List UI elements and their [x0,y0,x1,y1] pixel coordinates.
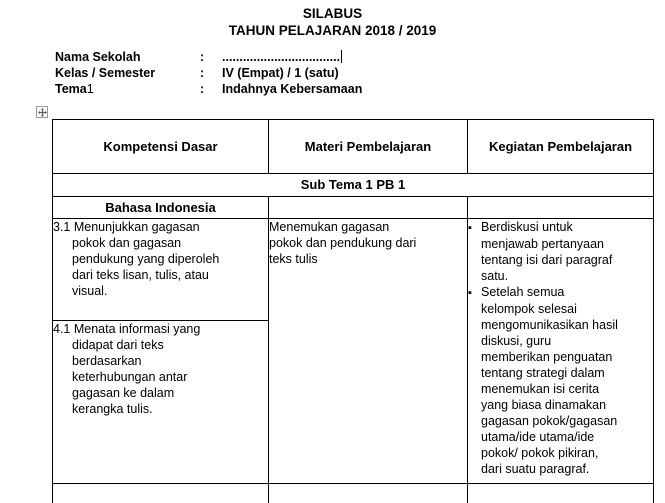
move-cross-icon [38,108,47,117]
kegiatan-pembelajaran-cell[interactable] [468,219,654,484]
info-colon: : [200,82,205,96]
table-header-row [53,120,654,174]
kompetensi-dasar-31-cell[interactable] [53,219,269,321]
info-label[interactable]: Nama Sekolah [55,50,141,64]
info-value[interactable]: Indahnya Kebersamaan [222,82,363,96]
kompetensi-dasar-41-cell[interactable] [53,321,269,484]
list-item[interactable]: ▪ Berdiskusi untuk menjawab pertanyaan tentang isi dari paragraf satu. [468,220,613,283]
materi-pembelajaran-cell[interactable] [269,219,468,484]
empty-cell[interactable] [269,484,468,503]
info-colon: : [200,66,205,80]
document-title[interactable] [0,5,665,39]
materi-text[interactable]: Menemukan gagasan pokok dan pendukung dari teks tulis [269,220,417,266]
subtema-title[interactable]: Sub Tema 1 PB 1 [53,174,654,197]
silabus-table[interactable] [52,119,654,503]
kompetensi-31-text[interactable]: 3.1 Menunjukkan gagasan pokok dan gagasan pendukung yang diperoleh dari teks lisan, tulis, atau visual. [53,220,220,298]
empty-cell[interactable] [269,197,468,219]
header-kegiatan-pembelajaran[interactable]: Kegiatan Pembelajaran [468,120,654,174]
kompetensi-41-text[interactable]: 4.1 Menata informasi yang didapat dari teks berdasarkan keterhubungan antar gagasan ke dalam kerangka tulis. [53,322,201,416]
info-colon: : [200,50,205,64]
subject-row [53,197,654,219]
info-row-kelas-semester[interactable] [55,65,362,81]
info-row-nama-sekolah[interactable] [55,49,362,65]
empty-cell[interactable] [468,197,654,219]
subtema-row [53,174,654,197]
table-row [53,219,654,321]
title-line-1[interactable]: SILABUS [302,6,363,21]
info-label[interactable]: Kelas / Semester [55,66,156,80]
table-move-handle-icon[interactable] [36,106,48,118]
square-bullet-icon: ▪ [468,287,472,299]
text-cursor-caret [341,50,342,63]
header-materi-pembelajaran[interactable]: Materi Pembelajaran [269,120,468,174]
title-line-2[interactable]: TAHUN PELAJARAN 2018 / 2019 [228,23,437,38]
info-value-dotted-line[interactable]: .................................. [222,50,341,64]
header-kompetensi-dasar[interactable]: Kompetensi Dasar [53,120,269,174]
info-value[interactable]: IV (Empat) / 1 (satu) [222,66,339,80]
empty-cell[interactable] [468,484,654,503]
square-bullet-icon: ▪ [468,222,472,234]
info-label[interactable]: Tema1 [55,82,94,96]
empty-cell[interactable] [53,484,269,503]
info-row-tema[interactable] [55,81,362,97]
list-item[interactable]: ▪ Setelah semua kelompok selesai mengomunikasikan hasil diskusi, guru memberikan penguatan tentang strategi dalam menemukan isi cerita yang biasa dinamakan gagasan pokok/gagasan utama/ide utama/ide pokok/ pokok pikiran, dari suatu paragraf. [468,285,618,476]
subject-bahasa-indonesia[interactable]: Bahasa Indonesia [53,197,269,219]
next-row-clipped [53,484,654,503]
info-block[interactable] [55,49,362,97]
